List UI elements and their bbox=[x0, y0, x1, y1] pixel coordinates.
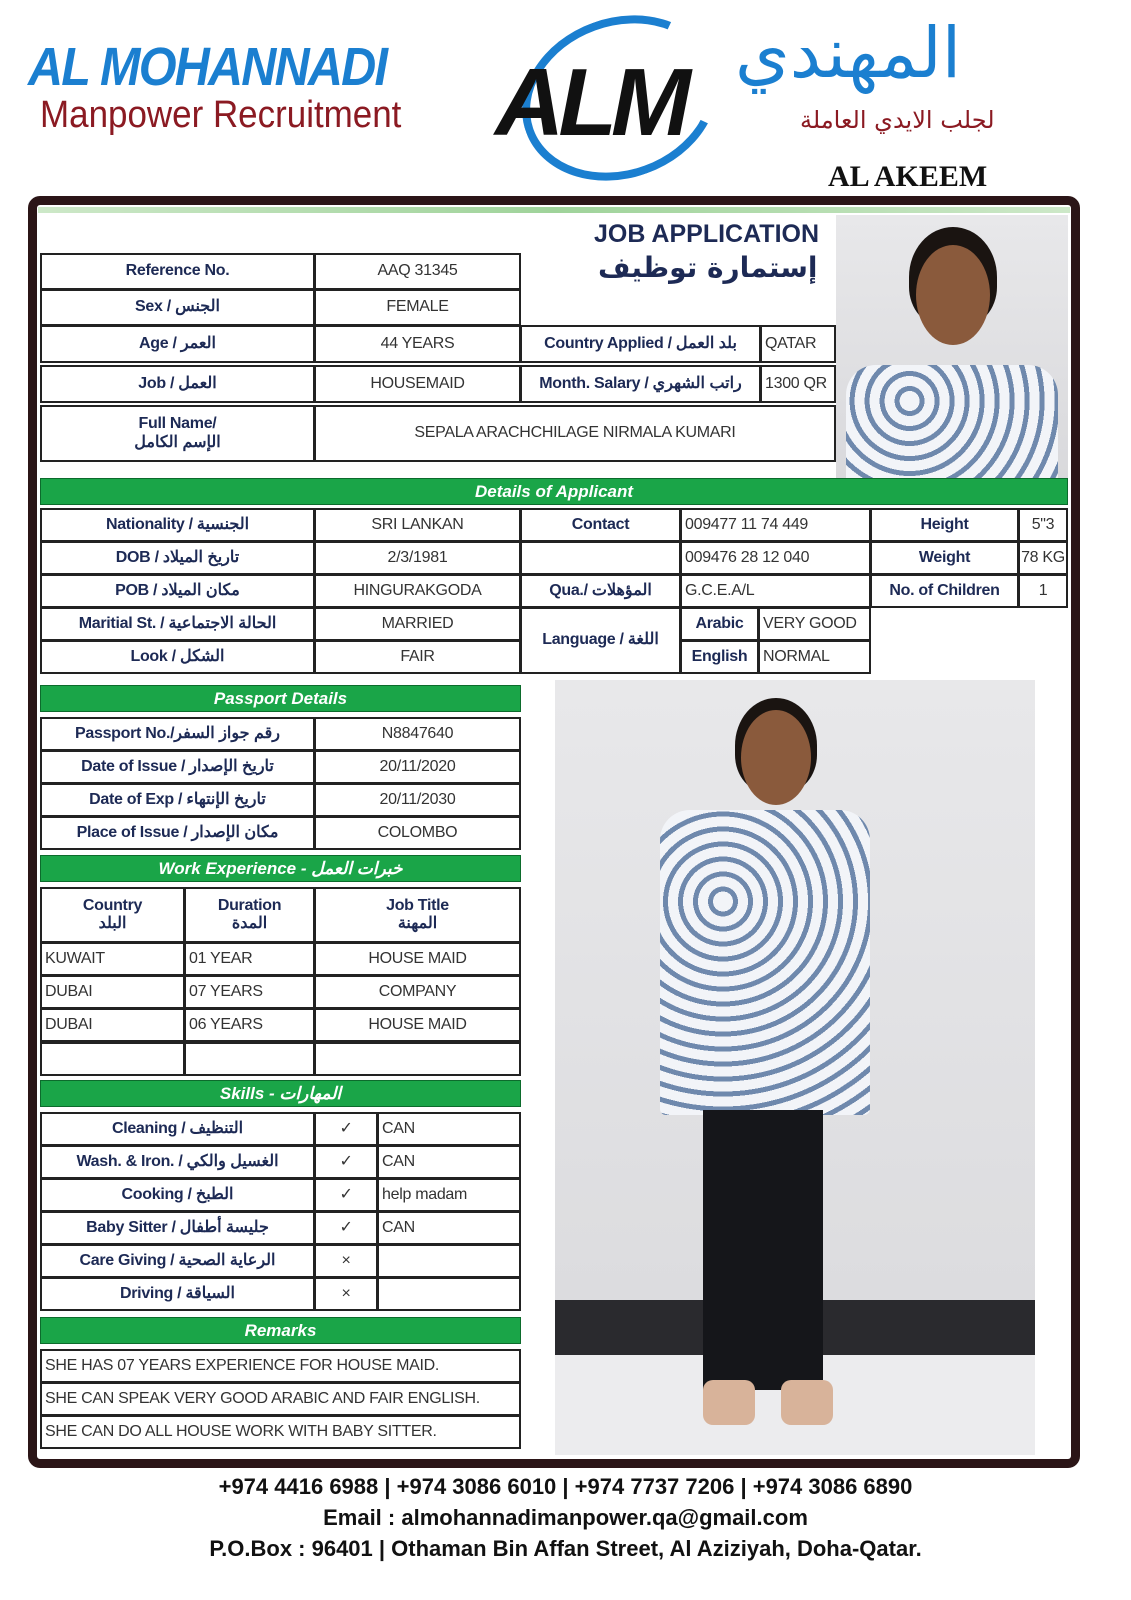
footer-phones: +974 4416 6988 | +974 3086 6010 | +974 7737 7206 | +974 3086 6890 bbox=[218, 1474, 913, 1499]
pob-value: HINGURAKGODA bbox=[314, 574, 521, 608]
skill-label: Care Giving / الرعاية الصحية bbox=[40, 1244, 315, 1278]
experience-job-title: HOUSE MAID bbox=[314, 942, 521, 976]
passport-value: 20/11/2020 bbox=[314, 750, 521, 784]
language-label: Language / اللغة bbox=[520, 607, 681, 674]
column-header-ar: المهنة bbox=[397, 915, 438, 932]
footer-address: P.O.Box : 96401 | Othaman Bin Affan Street, Al Aziziyah, Doha-Qatar. bbox=[209, 1536, 922, 1561]
nationality-value: SRI LANKAN bbox=[314, 508, 521, 542]
age-label: Age / العمر bbox=[40, 325, 315, 363]
marital-value: MARRIED bbox=[314, 607, 521, 641]
reference-value: AAQ 31345 bbox=[314, 253, 521, 290]
skill-note bbox=[377, 1244, 521, 1278]
brand-name: AL MOHANNADI bbox=[28, 37, 387, 97]
marital-label: Maritial St. / الحالة الاجتماعية bbox=[40, 607, 315, 641]
remark-line: SHE HAS 07 YEARS EXPERIENCE FOR HOUSE MAID. bbox=[40, 1349, 521, 1383]
footer-email[interactable]: Email : almohannadimanpower.qa@gmail.com bbox=[323, 1505, 808, 1530]
passport-label: Passport No./رقم جواز السفر bbox=[40, 717, 315, 751]
weight-value: 78 KG bbox=[1018, 541, 1068, 575]
qualification-label: Qua./ المؤهلات bbox=[520, 574, 681, 608]
qualification-value: G.C.E.A/L bbox=[680, 574, 871, 608]
skill-note: CAN bbox=[377, 1211, 521, 1245]
full-name-label bbox=[40, 405, 315, 462]
skill-mark-icon: × bbox=[314, 1277, 378, 1311]
skill-label: Cleaning / التنظيف bbox=[40, 1112, 315, 1146]
experience-duration bbox=[184, 1042, 315, 1076]
height-label: Height bbox=[870, 508, 1019, 542]
skill-mark-icon: ✓ bbox=[314, 1211, 378, 1245]
passport-value: COLOMBO bbox=[314, 816, 521, 850]
skill-note: CAN bbox=[377, 1145, 521, 1179]
full-body-photo bbox=[555, 680, 1035, 1455]
skill-label: Driving / السياقة bbox=[40, 1277, 315, 1311]
passport-value: 20/11/2030 bbox=[314, 783, 521, 817]
column-header-en: Country bbox=[82, 896, 143, 914]
experience-job-title: HOUSE MAID bbox=[314, 1008, 521, 1042]
children-label: No. of Children bbox=[870, 574, 1019, 608]
passport-label: Date of Issue / تاريخ الإصدار bbox=[40, 750, 315, 784]
skill-note: CAN bbox=[377, 1112, 521, 1146]
sex-value: FEMALE bbox=[314, 289, 521, 326]
experience-column-header bbox=[184, 887, 315, 943]
experience-country bbox=[40, 1042, 185, 1076]
experience-country: DUBAI bbox=[40, 975, 185, 1009]
look-value: FAIR bbox=[314, 640, 521, 674]
experience-column-header bbox=[40, 887, 185, 943]
brand-subtitle-arabic: لجلب الايدي العاملة bbox=[800, 106, 995, 134]
contact-1: 009477 11 74 449 bbox=[680, 508, 871, 542]
experience-country: DUBAI bbox=[40, 1008, 185, 1042]
skill-label: Wash. & Iron. / الغسيل والكي bbox=[40, 1145, 315, 1179]
skill-mark-icon: ✓ bbox=[314, 1145, 378, 1179]
skills-header: Skills - المهارات bbox=[40, 1080, 521, 1107]
age-value: 44 YEARS bbox=[314, 325, 521, 363]
skill-note bbox=[377, 1277, 521, 1311]
skill-label: Baby Sitter / جليسة أطفال bbox=[40, 1211, 315, 1245]
dob-value: 2/3/1981 bbox=[314, 541, 521, 575]
contact-label: Contact bbox=[520, 508, 681, 542]
passport-label: Place of Issue / مكان الإصدار bbox=[40, 816, 315, 850]
skill-label: Cooking / الطبخ bbox=[40, 1178, 315, 1212]
experience-duration: 07 YEARS bbox=[184, 975, 315, 1009]
skill-note: help madam bbox=[377, 1178, 521, 1212]
form-title: JOB APPLICATION bbox=[594, 220, 820, 248]
branch-name: AL AKEEM bbox=[828, 160, 988, 193]
contact-blank bbox=[520, 541, 681, 575]
full-name-label-en: Full Name/ bbox=[138, 415, 217, 433]
passport-value: N8847640 bbox=[314, 717, 521, 751]
logo-mark: ALM bbox=[495, 49, 685, 156]
sex-label: Sex / الجنس bbox=[40, 289, 315, 326]
full-name-label-ar: الإسم الكامل bbox=[134, 433, 221, 451]
nationality-label: Nationality / الجنسية bbox=[40, 508, 315, 542]
experience-job-title bbox=[314, 1042, 521, 1076]
arabic-level: VERY GOOD bbox=[758, 607, 871, 641]
english-label: English bbox=[680, 640, 759, 674]
experience-job-title: COMPANY bbox=[314, 975, 521, 1009]
portrait-photo bbox=[836, 215, 1068, 478]
salary-label: Month. Salary / راتب الشهري bbox=[520, 365, 761, 403]
salary-value: 1300 QR bbox=[760, 365, 836, 403]
skill-mark-icon: × bbox=[314, 1244, 378, 1278]
form-title-arabic: إستمارة توظيف bbox=[598, 251, 818, 284]
look-label: Look / الشكل bbox=[40, 640, 315, 674]
weight-label: Weight bbox=[870, 541, 1019, 575]
passport-header: Passport Details bbox=[40, 685, 521, 712]
remarks-header: Remarks bbox=[40, 1317, 521, 1344]
english-level: NORMAL bbox=[758, 640, 871, 674]
children-value: 1 bbox=[1018, 574, 1068, 608]
remark-line: SHE CAN DO ALL HOUSE WORK WITH BABY SITTER. bbox=[40, 1415, 521, 1449]
brand-name-arabic: المهندي bbox=[735, 12, 962, 94]
experience-column-header bbox=[314, 887, 521, 943]
experience-country: KUWAIT bbox=[40, 942, 185, 976]
job-value: HOUSEMAID bbox=[314, 365, 521, 403]
skill-mark-icon: ✓ bbox=[314, 1178, 378, 1212]
brand-subtitle: Manpower Recruitment bbox=[40, 94, 402, 136]
pob-label: POB / مكان الميلاد bbox=[40, 574, 315, 608]
dob-label: DOB / تاريخ الميلاد bbox=[40, 541, 315, 575]
details-header: Details of Applicant bbox=[40, 478, 1068, 505]
experience-duration: 01 YEAR bbox=[184, 942, 315, 976]
country-value: QATAR bbox=[760, 325, 836, 363]
contact-2: 009476 28 12 040 bbox=[680, 541, 871, 575]
experience-header: Work Experience - خبرات العمل bbox=[40, 855, 521, 882]
full-name-value: SEPALA ARACHCHILAGE NIRMALA KUMARI bbox=[314, 405, 836, 462]
column-header-ar: المدة bbox=[231, 915, 268, 932]
passport-label: Date of Exp / تاريخ الإنتهاء bbox=[40, 783, 315, 817]
skill-mark-icon: ✓ bbox=[314, 1112, 378, 1146]
column-header-ar: البلد bbox=[98, 915, 127, 932]
experience-duration: 06 YEARS bbox=[184, 1008, 315, 1042]
column-header-en: Job Title bbox=[386, 896, 449, 914]
remark-line: SHE CAN SPEAK VERY GOOD ARABIC AND FAIR ENGLISH. bbox=[40, 1382, 521, 1416]
job-label: Job / العمل bbox=[40, 365, 315, 403]
column-header-en: Duration bbox=[217, 896, 282, 914]
reference-label: Reference No. bbox=[40, 253, 315, 290]
arabic-label: Arabic bbox=[680, 607, 759, 641]
top-accent-line bbox=[38, 207, 1070, 213]
country-label: Country Applied / بلد العمل bbox=[520, 325, 761, 363]
height-value: 5"3 bbox=[1018, 508, 1068, 542]
